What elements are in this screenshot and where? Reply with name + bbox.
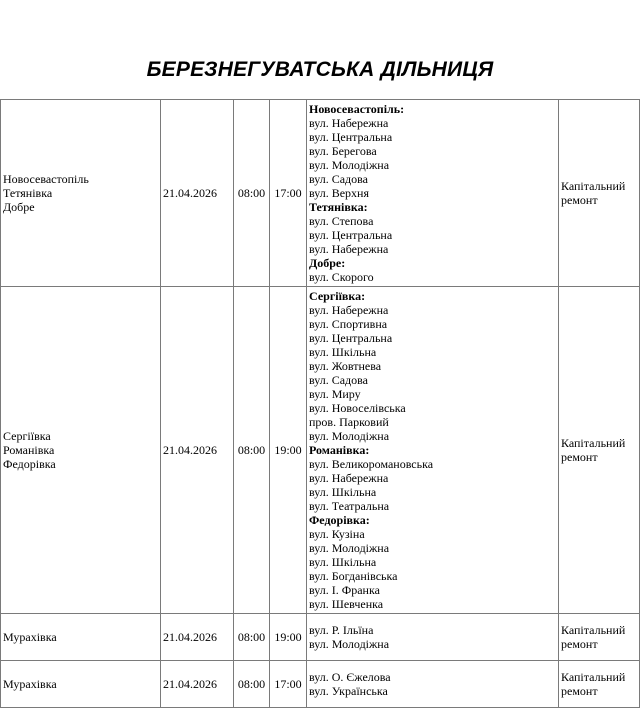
settlement-name: Мурахівка: [3, 630, 57, 644]
date-cell: 21.04.2026: [161, 287, 234, 614]
streets-cell: [307, 99, 559, 287]
date-cell: 21.04.2026: [161, 614, 234, 661]
street-item: вул. Набережна: [309, 303, 389, 317]
streets-cell: [307, 614, 559, 661]
settlement-name: Добре: [3, 200, 35, 214]
street-item: вул. Садова: [309, 172, 368, 186]
work-type-text: ремонт: [561, 450, 598, 464]
settlements-cell: [0, 99, 161, 287]
street-item: вул. Шкільна: [309, 555, 377, 569]
street-item: вул. Спортивна: [309, 317, 388, 331]
work-type-text: Капітальний: [561, 436, 626, 450]
street-item: вул. Центральна: [309, 331, 393, 345]
work-type-cell: [559, 661, 640, 708]
village-heading: Тетянівка:: [309, 200, 368, 214]
village-heading: Романівка:: [309, 443, 370, 457]
table-row: [0, 661, 640, 708]
street-item: вул. І. Франка: [309, 583, 380, 597]
street-item: вул. Молодіжна: [309, 541, 390, 555]
street-item: вул. Українська: [309, 684, 388, 698]
streets-cell: [307, 287, 559, 614]
table-row: [0, 99, 640, 287]
work-type-cell: [559, 287, 640, 614]
settlement-name: Мурахівка: [3, 677, 57, 691]
start-time-cell: 08:00: [234, 287, 270, 614]
settlements-cell: [0, 614, 161, 661]
work-type-text: Капітальний: [561, 623, 626, 637]
page-title: БЕРЕЗНЕГУВАТСЬКА ДІЛЬНИЦЯ: [146, 58, 494, 81]
date-cell: 21.04.2026: [161, 661, 234, 708]
start-time-cell: 08:00: [234, 614, 270, 661]
end-time-cell: 19:00: [270, 614, 307, 661]
street-item: вул. Садова: [309, 373, 368, 387]
street-item: вул. Р. Ільїна: [309, 623, 374, 637]
street-item: вул. Центральна: [309, 228, 393, 242]
street-item: вул. Берегова: [309, 144, 377, 158]
table-row: [0, 287, 640, 614]
work-type-text: ремонт: [561, 193, 598, 207]
village-heading: Сергіївка:: [309, 289, 366, 303]
settlement-name: Романівка: [3, 443, 55, 457]
work-type-cell: [559, 614, 640, 661]
end-time-cell: 17:00: [270, 661, 307, 708]
end-time-cell: 19:00: [270, 287, 307, 614]
work-type-cell: [559, 99, 640, 287]
table-row: [0, 614, 640, 661]
street-item: вул. Набережна: [309, 471, 389, 485]
street-item: вул. Молодіжна: [309, 158, 390, 172]
village-heading: Новосевастопіль:: [309, 102, 405, 116]
streets-cell: [307, 661, 559, 708]
settlement-name: Тетянівка: [3, 186, 53, 200]
street-item: вул. Набережна: [309, 116, 389, 130]
work-type-text: ремонт: [561, 637, 598, 651]
settlements-cell: [0, 287, 161, 614]
start-time-cell: 08:00: [234, 99, 270, 287]
settlement-name: Новосевастопіль: [3, 172, 89, 186]
settlements-cell: [0, 661, 161, 708]
street-item: вул. Шкільна: [309, 485, 377, 499]
street-item: вул. Великоромановська: [309, 457, 434, 471]
street-item: вул. Кузіна: [309, 527, 365, 541]
street-item: вул. Театральна: [309, 499, 390, 513]
street-item: вул. Скорого: [309, 270, 374, 284]
street-item: вул. Жовтнева: [309, 359, 382, 373]
street-item: вул. Верхня: [309, 186, 369, 200]
work-type-text: Капітальний: [561, 670, 626, 684]
village-heading: Добре:: [309, 256, 346, 270]
street-item: вул. О. Єжелова: [309, 670, 391, 684]
street-item: вул. Молодіжна: [309, 637, 390, 651]
street-item: вул. Центральна: [309, 130, 393, 144]
work-type-text: ремонт: [561, 684, 598, 698]
street-item: вул. Богданівська: [309, 569, 398, 583]
street-item: вул. Новоселівська: [309, 401, 406, 415]
settlement-name: Сергіївка: [3, 429, 51, 443]
start-time-cell: 08:00: [234, 661, 270, 708]
street-item: вул. Миру: [309, 387, 361, 401]
village-heading: Федорівка:: [309, 513, 370, 527]
street-item: вул. Молодіжна: [309, 429, 390, 443]
street-item: вул. Шкільна: [309, 345, 377, 359]
street-item: вул. Набережна: [309, 242, 389, 256]
settlement-name: Федорівка: [3, 457, 56, 471]
end-time-cell: 17:00: [270, 99, 307, 287]
outage-table: [0, 99, 640, 708]
work-type-text: Капітальний: [561, 179, 626, 193]
street-item: пров. Парковий: [309, 415, 389, 429]
date-cell: 21.04.2026: [161, 99, 234, 287]
street-item: вул. Степова: [309, 214, 374, 228]
street-item: вул. Шевченка: [309, 597, 384, 611]
